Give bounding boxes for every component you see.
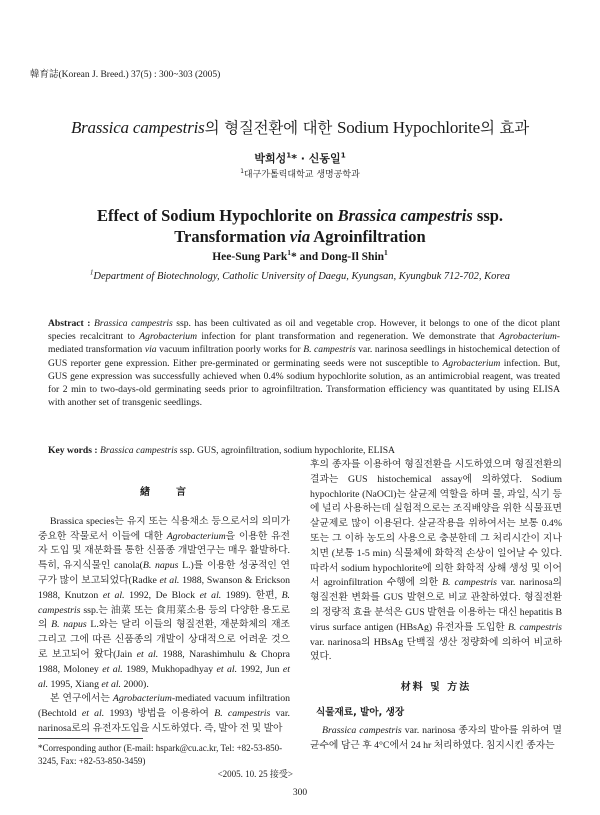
abstract-text: infection. But, GUS gene expression was successfully achieved when 0.4% sodium hypochlorite solution, as an antimicrobial reagent, was treated for 2 min to two-days-old germinating seeds prior to agroinfiltration. Transformation efficiency was quantitated by using ELISA with another set of transgenic seedlings.: [48, 357, 560, 409]
abstract-text: ssp. has been cultivated as oil and vegetable crop. However, it belongs to one of the dicot plant species recalcitrant to: [48, 318, 560, 343]
body-text: 1992, Jun: [237, 663, 283, 675]
title-en-species: Brassica campestris: [337, 206, 473, 225]
body-text: var. narinosa 종자의 발아를 위하여 멸균수에 담근 후 4°C에서 24 hr 처리하였다. 침지시킨 종자는: [310, 724, 562, 751]
et-al: et al.: [216, 663, 238, 675]
abstract-text: -mediated transformation: [48, 331, 560, 356]
body-text: 1995, Xiang: [48, 678, 102, 690]
page-number: 300: [292, 788, 308, 798]
authors-english: [0, 248, 600, 263]
affiliation-korean: [0, 167, 600, 180]
abstract-text: var. narinosa seedlings in histochemical detection of GUS reporter gene expression. Either pre-germinated or germinating seeds were not susceptible to: [48, 344, 560, 369]
et-al: et al.: [81, 708, 105, 720]
et-al: et al.: [102, 663, 123, 675]
body-text: Brassica species는 유지 또는 식용채소 등으로서의 의미가 중요한 작물로서 이들에 대한: [38, 515, 290, 542]
affiliation-text-ko: 대구가톨릭대학교 생명공학과: [243, 170, 360, 180]
corresponding-mark: *: [291, 152, 297, 165]
author-2-ko: 신동일: [308, 152, 341, 165]
body-text: 본 연구에서는: [50, 693, 113, 705]
abstract-label: Abstract :: [48, 318, 95, 329]
author-1-en: Hee-Sung Park: [212, 251, 288, 263]
species-name: Agrobacterium: [139, 331, 198, 343]
et-al: et al.: [159, 574, 180, 586]
body-text: 을 이용한 유전자 도입 및 재분화를 통한 신품종 개발연구는 매우 활발하다. 특히, 유지식물인 canola(: [38, 530, 290, 572]
affiliation-english: [0, 271, 600, 282]
intro-paragraph-1: [38, 515, 290, 693]
affil-mark: 1: [89, 269, 94, 277]
body-text: 1993) 방법을 이용하여: [104, 708, 215, 720]
italic-word: via: [144, 344, 157, 356]
et-al: et al.: [38, 663, 290, 690]
right-column: [310, 458, 562, 753]
abstract-text: vacuum infiltration poorly works for: [156, 344, 304, 356]
body-text: -mediated vacuum infiltration (Bechtold: [38, 693, 291, 720]
intro-paragraph-2: [38, 692, 290, 736]
introduction-heading: 緖 言: [140, 487, 188, 498]
species-name: Agrobacterium: [442, 357, 501, 369]
body-text: var. narinosa로의 유전자도입을 시도하였다. 즉, 발아 전 및 발아: [38, 708, 290, 734]
et-al: et al.: [102, 589, 125, 601]
species-name: Agrobacterium: [499, 331, 557, 343]
species-name: Brassica campestris: [99, 445, 178, 456]
species-name: B. campestris: [38, 589, 291, 616]
affil-mark: 1: [340, 150, 346, 160]
methods-subheading: 식물재료, 발아, 생장: [316, 706, 405, 718]
authors-korean: [0, 150, 600, 166]
species-name: B. napus: [51, 619, 87, 631]
title-reagent: Sodium Hypochlorite: [336, 118, 480, 137]
author-separator: ·: [296, 152, 309, 165]
title-text-2: 의 효과: [480, 119, 530, 137]
species-name: Brassica campestris: [94, 318, 173, 329]
methods-heading: 材料 및 方法: [400, 682, 472, 694]
species-name: Agrobacterium: [166, 530, 226, 542]
methods-paragraph-1: [310, 724, 562, 754]
body-text: ssp.는 油菜 또는 食用菜소용 등의 다양한 용도로의: [38, 604, 290, 631]
title-en-text: Effect of Sodium Hypochlorite on: [96, 206, 338, 225]
species-name: Brassica campestris: [322, 724, 402, 736]
body-text: var. narinosa의 HBsAg 단백질 생산 정량화에 의하여 비교하였다.: [310, 636, 562, 663]
species-name: Agrobacterium: [112, 693, 172, 705]
species-name: B. campestris: [442, 577, 497, 589]
author-2-en: and Dong-Il Shin: [296, 251, 385, 263]
received-date: <2005. 10. 25 接受>: [217, 769, 293, 779]
journal-reference: 韓育誌(Korean J. Breed.) 37(5) : 300~303 (2005): [30, 70, 221, 80]
keywords-label: Key words :: [48, 445, 100, 456]
et-al: et al.: [101, 678, 122, 690]
footnote-divider: [38, 738, 143, 739]
corresponding-mark: *: [291, 251, 297, 263]
title-english: [0, 205, 600, 247]
title-en-text: Agroinfiltration: [310, 227, 426, 246]
species-name: B. campestris: [214, 708, 271, 720]
et-al: et al.: [136, 648, 159, 660]
body-text: 1989). 한편,: [221, 589, 282, 601]
body-text: 2000).: [121, 678, 149, 690]
body-text: 1988, Swanson & Erickson 1988, Knutzon: [38, 574, 291, 601]
body-text: 1992, De Block: [124, 589, 200, 601]
species-name: B. napus: [142, 560, 179, 572]
title-text-1: 의 형질전환에 대한: [204, 119, 337, 137]
author-1-ko: 박희성: [254, 152, 287, 165]
species-name: B. campestris: [303, 344, 356, 356]
affil-mark: 1: [384, 248, 388, 258]
intro-paragraph-2-cont: [310, 458, 562, 665]
corresponding-author-note: *Corresponding author (E-mail: hspark@cu.ac.kr, Tel: +82-53-850-3245, Fax: +82-53-850-3459): [38, 743, 283, 766]
keywords: [48, 445, 560, 456]
species-name: B. campestris: [507, 621, 562, 633]
title-en-via: via: [289, 227, 311, 246]
affiliation-text-en: Department of Biotechnology, Catholic University of Daegu, Kyungsan, Kyungbuk 712-702, Korea: [93, 271, 511, 282]
affil-mark: 1: [240, 169, 244, 175]
body-text: 후의 종자를 이용하여 형질전환을 시도하였으며 형질전환의 결과는 GUS histochemical assay에 의하였다. Sodium hypochlorite (NaOCl)는 살균제 역할을 하며 물, 과일, 식기 등에 널리 사용하는데 실험적으로는 조직배양을 위한 식물표면살균제로 많이 이용된다. 살균작용을 위하여서는 보통 0.4% 또는 그 이하 농도의 사용으로 충분한데 그 처리시간이 지나치면 (보통 1-5 min) 식물체에 화학적 손상이 일어날 수 있다. 따라서 sodium hypochlorite에 의한 화학적 상해 생성 및 이어서 agroinfiltration 수행에 의한: [310, 459, 562, 589]
et-al: et al.: [199, 589, 222, 601]
body-text: L.)를 이용한 성공적인 연구가 많이 보고되었다(Radke: [38, 560, 291, 586]
title-korean: [0, 116, 600, 138]
left-column: [38, 486, 290, 737]
affil-mark: 1: [286, 150, 292, 160]
body-text: 1988, Narashimhulu & Chopra 1988, Moloney: [38, 648, 291, 675]
keywords-text: ssp. GUS, agroinfiltration, sodium hypochlorite, ELISA: [177, 445, 395, 456]
body-text: var. narinosa의 형질전환 변화를 GUS 발현으로 비교 관찰하였다. 형질전환의 정량적 효율 분석은 GUS 발현을 이용하는 대신 hepatitis B virus surface antigen (HBsAg) 유전자를 도입한: [310, 577, 563, 633]
title-en-text: Transformation: [174, 227, 290, 246]
title-en-text: ssp.: [472, 206, 504, 225]
abstract: [48, 317, 560, 409]
body-text: 1989, Mukhopadhyay: [122, 663, 217, 675]
title-species: Brassica campestris: [70, 118, 205, 137]
footnote: [38, 742, 293, 781]
abstract-text: infection for plant transformation and regeneration. We demonstrate that: [197, 331, 500, 343]
affil-mark: 1: [287, 248, 292, 258]
body-text: L.와는 달리 이들의 형질전환, 재분화체의 재조 그리고 그에 따른 신품종의 개발이 상대적으로 어려운 것으로 보고되어 왔다(Jain: [38, 619, 290, 660]
